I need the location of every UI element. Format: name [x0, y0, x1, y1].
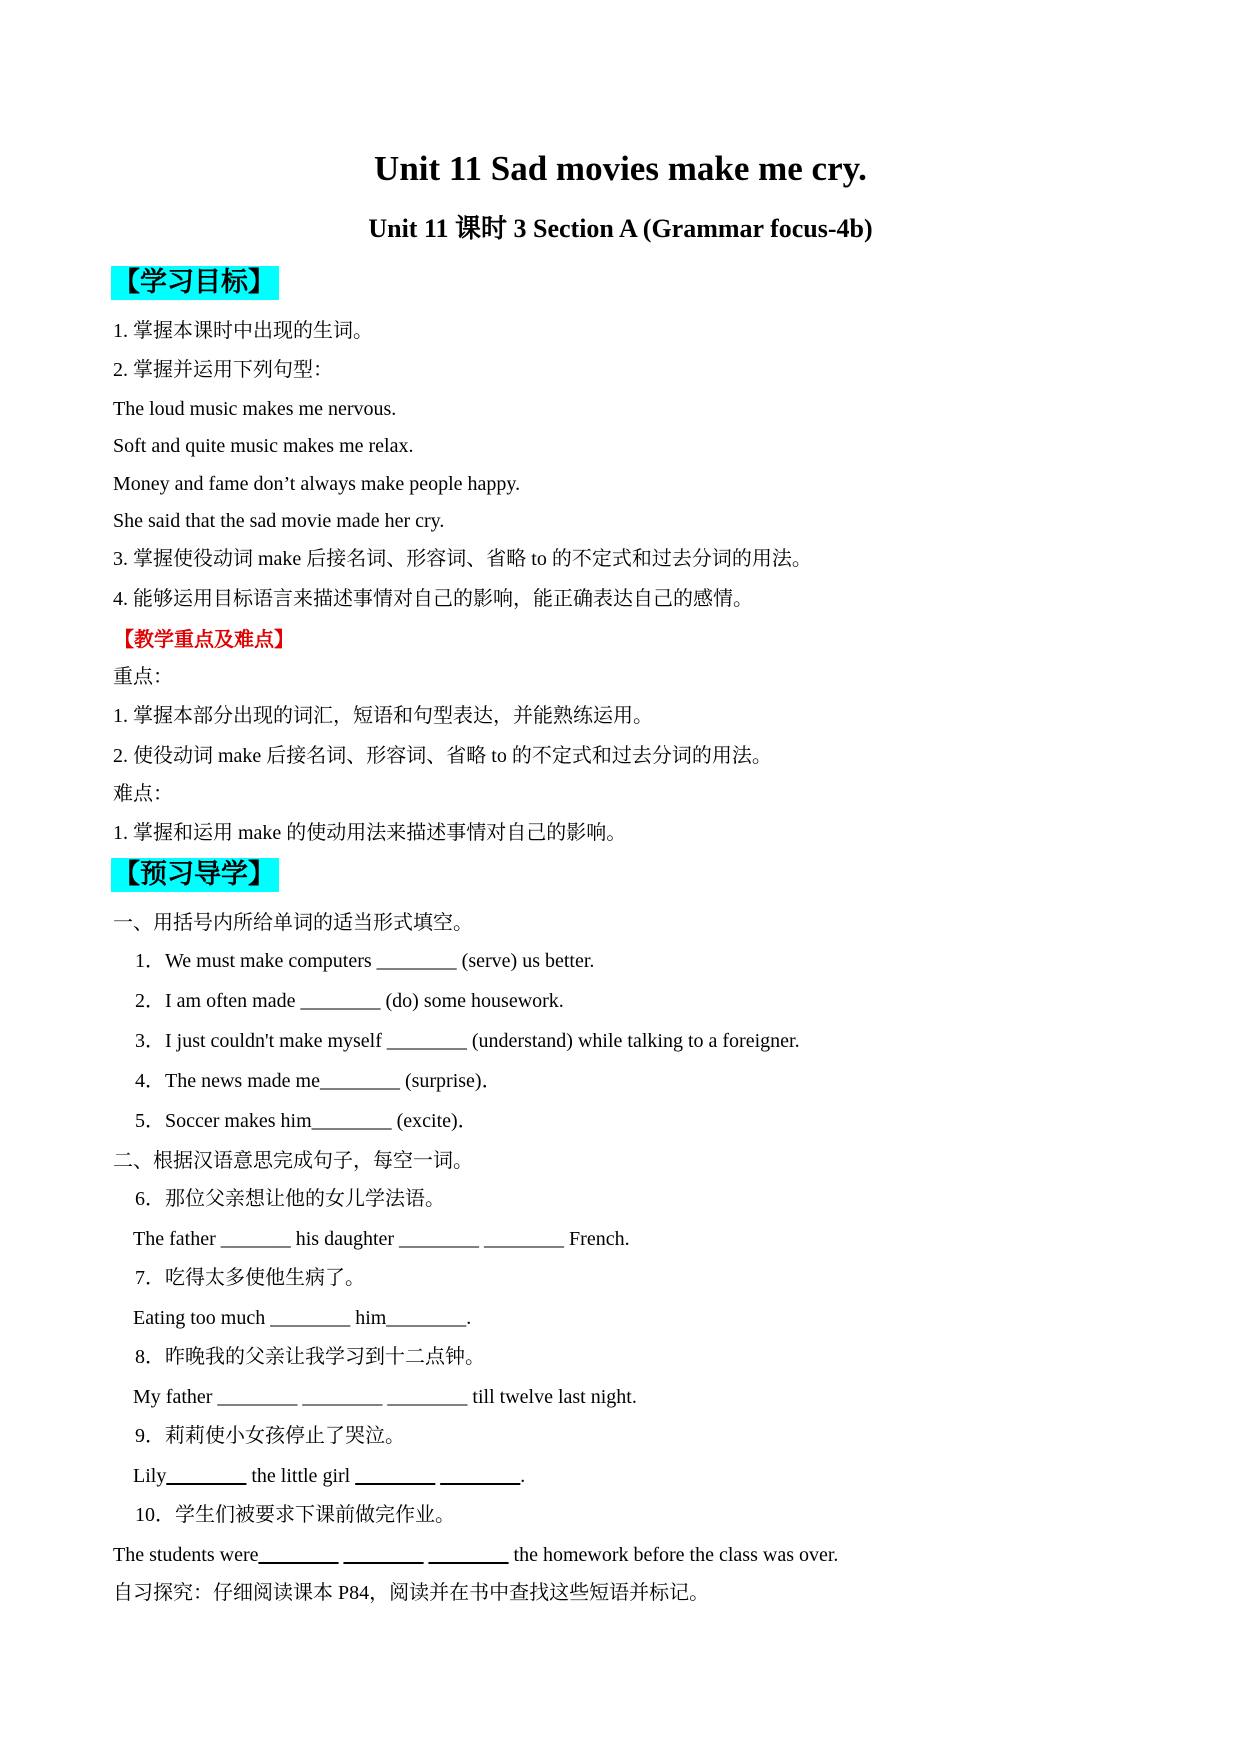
- text: Lily: [133, 1465, 167, 1487]
- answer-blank: ________: [428, 1544, 509, 1566]
- heading-learning-goals: 【学习目标】: [111, 266, 279, 300]
- answer-blank: ________: [343, 1544, 424, 1566]
- exercise-cn: 8．昨晚我的父亲让我学习到十二点钟。: [135, 1346, 485, 1368]
- exercise-en: The father _______ his daughter ________ ________ French.: [133, 1228, 630, 1250]
- exercise-item: 1．We must make computers ________ (serve) us better.: [135, 950, 595, 972]
- text: the homework before the class was over.: [508, 1544, 839, 1566]
- goal-line: 4. 能够运用目标语言来描述事情对自己的影响，能正确表达自己的感情。: [113, 588, 753, 610]
- heading-preview: 【预习导学】: [111, 858, 279, 892]
- exercise-item: 4．The news made me________ (surprise)．: [135, 1070, 502, 1092]
- page-title: Unit 11 Sad movies make me cry.: [374, 149, 867, 188]
- exercise-cn: 10．学生们被要求下课前做完作业。: [135, 1504, 455, 1526]
- focus-label: 重点：: [113, 666, 173, 688]
- difficulty-label: 难点：: [113, 783, 173, 805]
- answer-blank: ________: [355, 1465, 436, 1487]
- focus-line: 2. 使役动词 make 后接名词、形容词、省略 to 的不定式和过去分词的用法。: [113, 745, 772, 767]
- self-study-line: 自习探究：仔细阅读课本 P84，阅读并在书中查找这些短语并标记。: [113, 1582, 710, 1604]
- exercise-cn: 7．吃得太多使他生病了。: [135, 1267, 365, 1289]
- exercise-item: 2．I am often made ________ (do) some housework.: [135, 990, 564, 1012]
- focus-line: 1. 掌握本部分出现的词汇，短语和句型表达，并能熟练运用。: [113, 705, 653, 727]
- exercise-en: [113, 1542, 838, 1568]
- exercise-item: 3．I just couldn't make myself ________ (understand) while talking to a foreigner.: [135, 1030, 800, 1052]
- goal-line: Money and fame don’t always make people happy.: [113, 473, 521, 495]
- goal-line: 1. 掌握本课时中出现的生词。: [113, 320, 373, 342]
- exercise-item: 5．Soccer makes him________ (excite)．: [135, 1110, 478, 1132]
- page-subtitle: Unit 11 课时 3 Section A (Grammar focus-4b): [368, 214, 873, 243]
- goal-line: 2. 掌握并运用下列句型：: [113, 359, 333, 381]
- answer-blank: ________: [258, 1544, 339, 1566]
- text: The students were: [113, 1544, 259, 1566]
- exercise-cn: 9．莉莉使小女孩停止了哭泣。: [135, 1425, 405, 1447]
- heading-key-points: 【教学重点及难点】: [114, 627, 294, 651]
- exercise-cn: 6．那位父亲想让他的女儿学法语。: [135, 1188, 445, 1210]
- exercise-en: Eating too much ________ him________.: [133, 1307, 472, 1329]
- goal-line: She said that the sad movie made her cry.: [113, 510, 445, 532]
- exercise-en: My father ________ ________ ________ till twelve last night.: [133, 1386, 637, 1408]
- exercise-en: [133, 1463, 525, 1489]
- text: the little girl: [246, 1465, 356, 1487]
- text: .: [520, 1465, 526, 1487]
- part2-title: 二、根据汉语意思完成句子，每空一词。: [113, 1150, 473, 1172]
- answer-blank: ________: [166, 1465, 247, 1487]
- goal-line: Soft and quite music makes me relax.: [113, 435, 414, 457]
- goal-line: The loud music makes me nervous.: [113, 398, 397, 420]
- part1-title: 一、用括号内所给单词的适当形式填空。: [113, 912, 473, 934]
- goal-line: 3. 掌握使役动词 make 后接名词、形容词、省略 to 的不定式和过去分词的用法。: [113, 548, 812, 570]
- answer-blank: ________: [440, 1465, 521, 1487]
- difficulty-line: 1. 掌握和运用 make 的使动用法来描述事情对自己的影响。: [113, 822, 627, 844]
